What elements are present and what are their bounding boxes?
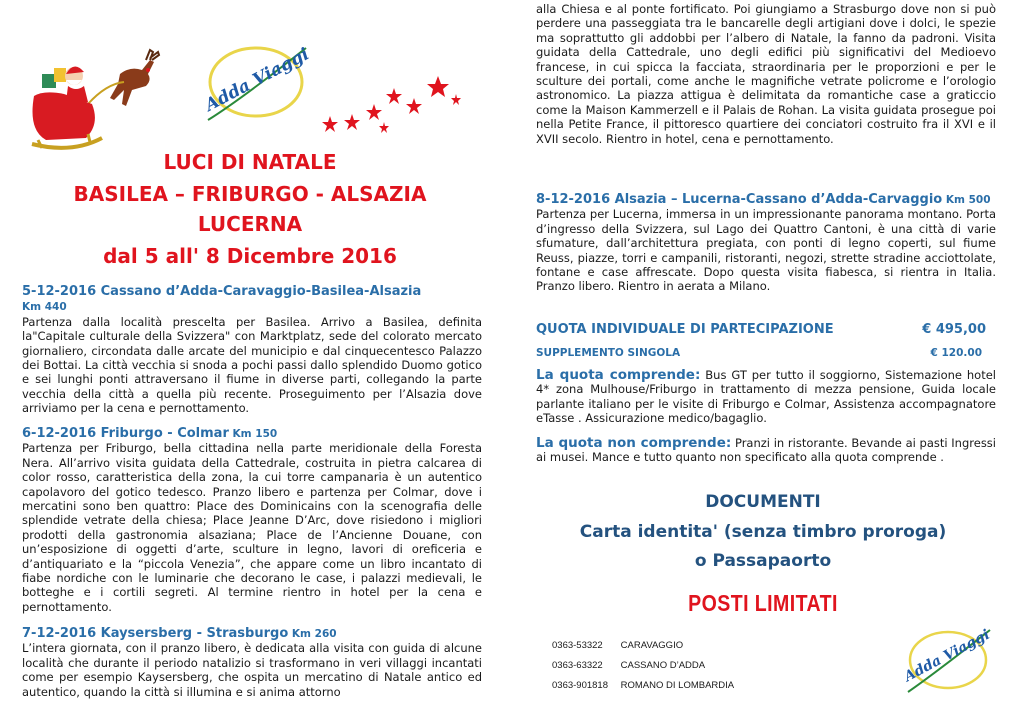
logo-text-bottom: Adda Viaggi <box>901 626 993 686</box>
title-line-1: LUCI DI NATALE <box>163 150 337 174</box>
supplemento-label: SUPPLEMENTO SINGOLA <box>536 347 681 359</box>
day-1-heading: 5-12-2016 Cassano d’Adda-Caravaggio-Basilea-Alsazia Km 440 <box>22 284 422 314</box>
title-line-2: BASILEA – FRIBURGO - ALSAZIA <box>73 182 427 206</box>
quota-row <box>536 322 986 337</box>
day-2-heading: 6-12-2016 Friburgo - Colmar Km 150 <box>22 426 278 441</box>
day-3-block <box>22 626 482 699</box>
supplemento-row <box>536 347 982 359</box>
brand-logo-bottom <box>894 624 994 696</box>
title-line-3: LUCERNA <box>197 212 303 236</box>
comprende-label: La quota comprende: <box>536 367 701 383</box>
contact-place: ROMANO DI LOMBARDIA <box>620 680 735 691</box>
day-4-block <box>536 192 996 294</box>
documents-line-1: Carta identita' (senza timbro proroga) <box>579 522 947 542</box>
contact-phone: 0363-53322 <box>552 640 603 651</box>
title-line-4: dal 5 all' 8 Dicembre 2016 <box>103 244 397 268</box>
contact-row <box>552 640 752 660</box>
documents-heading: DOCUMENTI <box>705 492 821 512</box>
quota-value: € 495,00 <box>922 322 986 337</box>
brand-logo <box>190 40 312 126</box>
contact-place: CARAVAGGIO <box>620 640 684 651</box>
day-1-text: Partenza dalla località prescelta per Basilea. Arrivo a Basilea, definita la"Capitale culturale della Svizzera" con Marktplatz, sede del colorato mercato giornaliero, circondata dalle arcate del municipio e dal cinquecentesco Palazzo dei Bottai. La città vecchia si snoda a pochi passi dallo splendido Duomo gotico e sei lunghi ponti attraversano il fiume in diverse parti, collegando la parte vecchia della città a quella più recente. Proseguimento per l’Alsazia dove arriviamo per la cena e pernottamento. <box>22 314 482 416</box>
quota-label: QUOTA INDIVIDUALE DI PARTECIPAZIONE <box>536 322 834 337</box>
contact-row <box>552 680 752 700</box>
non-comprende-text: Pranzi in ristorante. Bevande ai pasti Ingressi ai musei. Mance e tutto quanto non specificato alla quota comprende . <box>536 436 996 465</box>
non-comprende-block <box>536 436 996 465</box>
logo-text: Adda Viaggi <box>202 44 313 116</box>
documents-line-2: o Passapaorto <box>694 551 832 571</box>
day-1-block <box>22 284 482 416</box>
contacts-list <box>552 640 752 700</box>
supplemento-value: € 120.00 <box>930 347 982 359</box>
stars-decoration <box>318 74 464 140</box>
day-3-text: L’intera giornata, con il pranzo libero, è dedicata alla visita con guida di alcune località che durante il periodo natalizio si trasformano in veri villaggi incantati come per esempio Kaysersberg, che ospita un mercatino di Natale antico ed autentico, quando la città si illumina e si anima attorno <box>22 641 482 699</box>
contact-phone: 0363-63322 <box>552 660 603 671</box>
comprende-block <box>536 368 996 426</box>
comprende-text: Bus GT per tutto il soggiorno, Sistemazione hotel 4* zona Mulhouse/Friburgo in trattamento di mezza pensione, Guida locale parlante italiano per le visite di Friburgo e Colmar, Assistenza accompagnatore eTasse . Assicurazione medico/bagaglio. <box>536 368 996 426</box>
santa-sleigh-illustration <box>28 34 162 158</box>
day-4-heading: 8-12-2016 Alsazia – Lucerna-Cassano d’Adda-Carvaggio Km 500 <box>536 192 991 207</box>
non-comprende-label: La quota non comprende: <box>536 435 732 451</box>
contact-place: CASSANO D’ADDA <box>620 660 706 671</box>
contact-row <box>552 660 752 680</box>
day-2-block <box>22 426 482 614</box>
day-2-text: Partenza per Friburgo, bella cittadina nella parte meridionale della Foresta Nera. All’arrivo visita guidata della Cattedrale, costruita in pietra calcarea di color rosso, caratteristica della zona, la cui torre campanaria è un autentico capolavoro del gotico tedesco. Pranzo libero e partenza per Colmar, dove i mercatini sono ben quattro: Place des Dominicains con la scenografia delle splendide vetrate della chiesa; Place Jeanne D’Arc, dove risiedono i migliori prodotti della gastronomia alsaziana; Place de l’Ancienne Douane, con un’esposizione di oggetti d’arte, sculture in legno, lavori di oreficeria e d’antiquariato e la “piccola Venezia”, che appare come un libro incantato di fiabe nordiche con le luminarie che decorano le case, i palazzi medievali, le botteghe e i cortili segreti. Al termine rientro in hotel per la cena e pernottamento. <box>22 441 482 614</box>
day-3-text-continued: alla Chiesa e al ponte fortificato. Poi giungiamo a Strasburgo dove non si può perdere una passeggiata tra le bancarelle degli artigiani dove i dolci, le spezie ma soprattutto gli addobbi per l’albero di Natale, la fanno da padroni. Visita guidata della Cattedrale, uno degli edifici più significativi del Medioevo francese, in cui spicca la facciata, straordinaria per le proporzioni e per le sculture dei portali, come anche le magnifiche vetrate policrome e l’orologio astronomico. La piazza attigua è delimitata da romantiche case a graticcio come la Maison Kammerzell e il Palais de Rohan. La visita guidata prosegue poi nella Petite France, il pittoresco quartiere dei conciatori costruito fra il XVI e il XVII secolo. Rientro in hotel, cena e pernottamento. <box>536 2 996 146</box>
posti-limitati-notice: POSTI LIMITATI <box>688 590 838 616</box>
contact-phone: 0363-901818 <box>552 680 608 691</box>
day-4-text: Partenza per Lucerna, immersa in un impressionante panorama montano. Porta d’ingresso della Svizzera, sul Lago dei Quattro Cantoni, è una città di varie sfumature, dall’architettura pregiata, con ponti di legno coperti, sul fiume Reuss, piazze, torri e campanili, ristoranti, negozi, strette stradine acciottolate, fontane e case affrescate. Dopo questa visita fiabesca, si rientra in Italia. Pranzo libero. Rientro in aerata a Milano. <box>536 207 996 294</box>
day-3-heading: 7-12-2016 Kaysersberg - Strasburgo Km 260 <box>22 626 337 641</box>
